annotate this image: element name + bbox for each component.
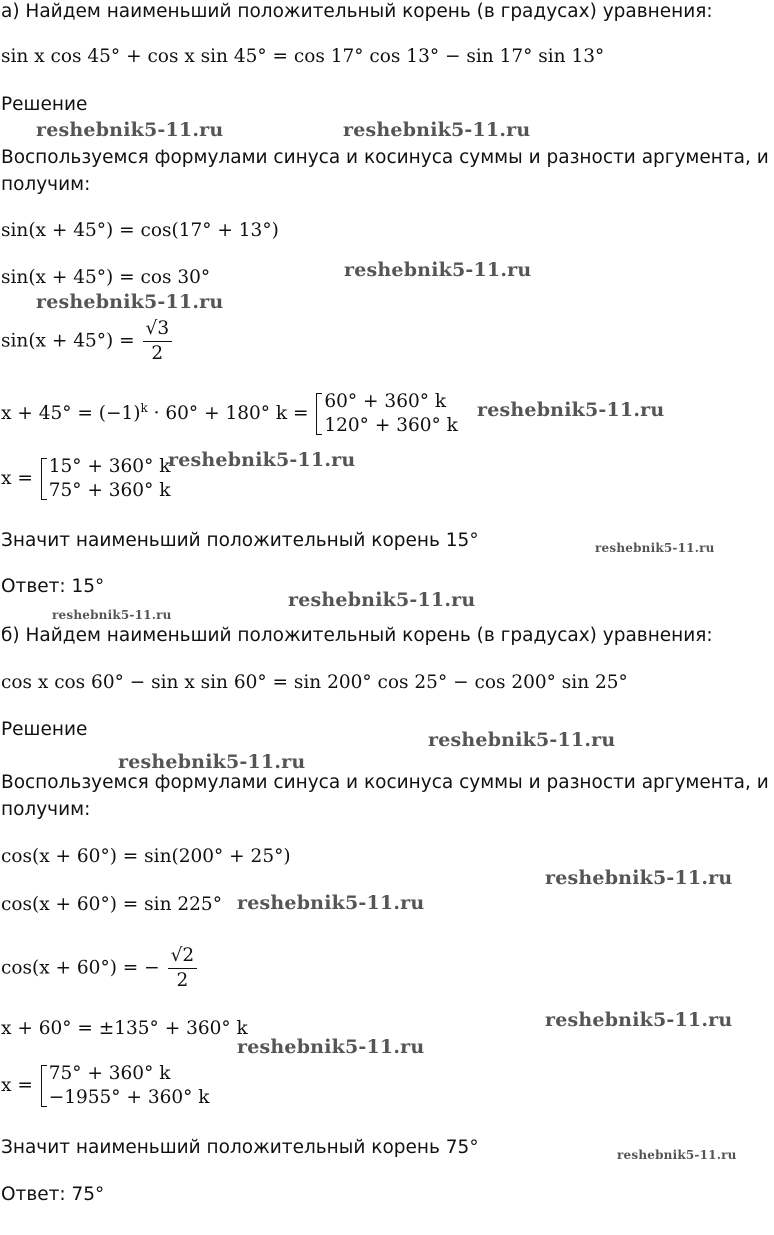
part-a-equation: sin x cos 45° + cos x sin 45° = cos 17° cos 13° − sin 17° sin 13° — [1, 46, 605, 67]
watermark: reshebnik5-11.ru — [545, 1009, 733, 1031]
part-a-step4-case1: 60° + 360° k — [324, 391, 447, 412]
watermark: reshebnik5-11.ru — [36, 119, 224, 141]
part-a-step2: sin(x + 45°) = cos 30° — [1, 267, 211, 288]
part-b-step3-lhs: cos(x + 60°) = − — [1, 957, 160, 979]
part-b-step1: cos(x + 60°) = sin(200° + 25°) — [1, 846, 291, 867]
watermark: reshebnik5-11.ru — [237, 892, 425, 914]
part-b-step4: x + 60° = ±135° + 360° k — [1, 1018, 248, 1039]
part-b-step5-lhs: x = — [1, 1075, 33, 1096]
part-b-conclusion: Значит наименьший положительный корень 75° — [1, 1137, 479, 1158]
part-a-step5-lhs: x = — [1, 468, 33, 489]
watermark: reshebnik5-11.ru — [36, 291, 224, 313]
watermark: reshebnik5-11.ru — [477, 399, 665, 421]
part-a-step4-cases — [314, 390, 457, 438]
part-a-step3 — [1, 317, 174, 366]
watermark: reshebnik5-11.ru — [237, 1036, 425, 1058]
part-a-step4-exponent: k — [140, 400, 148, 415]
part-b-step5-cases — [39, 1062, 210, 1110]
part-a-explanation-line1: Воспользуемся формулами синуса и косинуса суммы и разности аргумента, и — [1, 147, 769, 168]
watermark: reshebnik5-11.ru — [52, 608, 172, 622]
part-b-heading: б) Найдем наименьший положительный корень (в градусах) уравнения: — [1, 625, 713, 646]
part-b-explanation-line1: Воспользуемся формулами синуса и косинуса суммы и разности аргумента, и — [1, 772, 769, 793]
part-a-step5-cases — [39, 455, 171, 503]
part-b-answer: Ответ: 75° — [1, 1184, 105, 1205]
part-a-answer: Ответ: 15° — [1, 576, 105, 597]
part-b-step5-case2: −1955° + 360° k — [48, 1087, 210, 1108]
part-a-heading: а) Найдем наименьший положительный корень (в градусах) уравнения: — [1, 1, 713, 22]
part-a-step1: sin(x + 45°) = cos(17° + 13°) — [1, 220, 279, 241]
watermark: reshebnik5-11.ru — [118, 751, 306, 773]
watermark: reshebnik5-11.ru — [343, 119, 531, 141]
part-a-step4-lhs: x + 45° = (−1) — [1, 403, 141, 424]
part-a-step5-case2: 75° + 360° k — [48, 480, 171, 501]
part-a-conclusion: Значит наименьший положительный корень 15° — [1, 530, 479, 551]
watermark: reshebnik5-11.ru — [428, 729, 616, 751]
part-b-step5-case1: 75° + 360° k — [48, 1063, 171, 1084]
part-b-step3 — [1, 944, 199, 993]
watermark: reshebnik5-11.ru — [288, 589, 476, 611]
part-a-explanation-line2: получим: — [1, 174, 91, 195]
part-a-step4 — [1, 390, 458, 438]
part-a-step5 — [1, 455, 170, 503]
part-a-step3-lhs: sin(x + 45°) = — [1, 330, 135, 352]
watermark: reshebnik5-11.ru — [617, 1148, 737, 1162]
watermark: reshebnik5-11.ru — [595, 541, 715, 555]
watermark: reshebnik5-11.ru — [545, 867, 733, 889]
part-a-step3-denominator: 2 — [151, 343, 164, 364]
part-a-step4-mid: · 60° + 180° k = — [147, 403, 309, 424]
watermark: reshebnik5-11.ru — [344, 259, 532, 281]
part-b-solution-label: Решение — [1, 719, 88, 740]
part-b-step3-fraction — [168, 944, 198, 993]
part-b-step5 — [1, 1062, 209, 1110]
part-b-step3-numerator: √2 — [168, 944, 198, 969]
part-a-step3-fraction — [143, 317, 173, 366]
part-a-solution-label: Решение — [1, 94, 88, 115]
part-a-step4-case2: 120° + 360° k — [324, 415, 458, 436]
part-b-equation: cos x cos 60° − sin x sin 60° = sin 200° cos 25° − cos 200° sin 25° — [1, 672, 628, 693]
part-b-step2: cos(x + 60°) = sin 225° — [1, 894, 222, 915]
watermark: reshebnik5-11.ru — [168, 449, 356, 471]
part-a-step5-case1: 15° + 360° k — [48, 456, 171, 477]
part-b-step3-denominator: 2 — [176, 970, 189, 991]
part-b-explanation-line2: получим: — [1, 799, 91, 820]
part-a-step3-numerator: √3 — [143, 317, 173, 342]
